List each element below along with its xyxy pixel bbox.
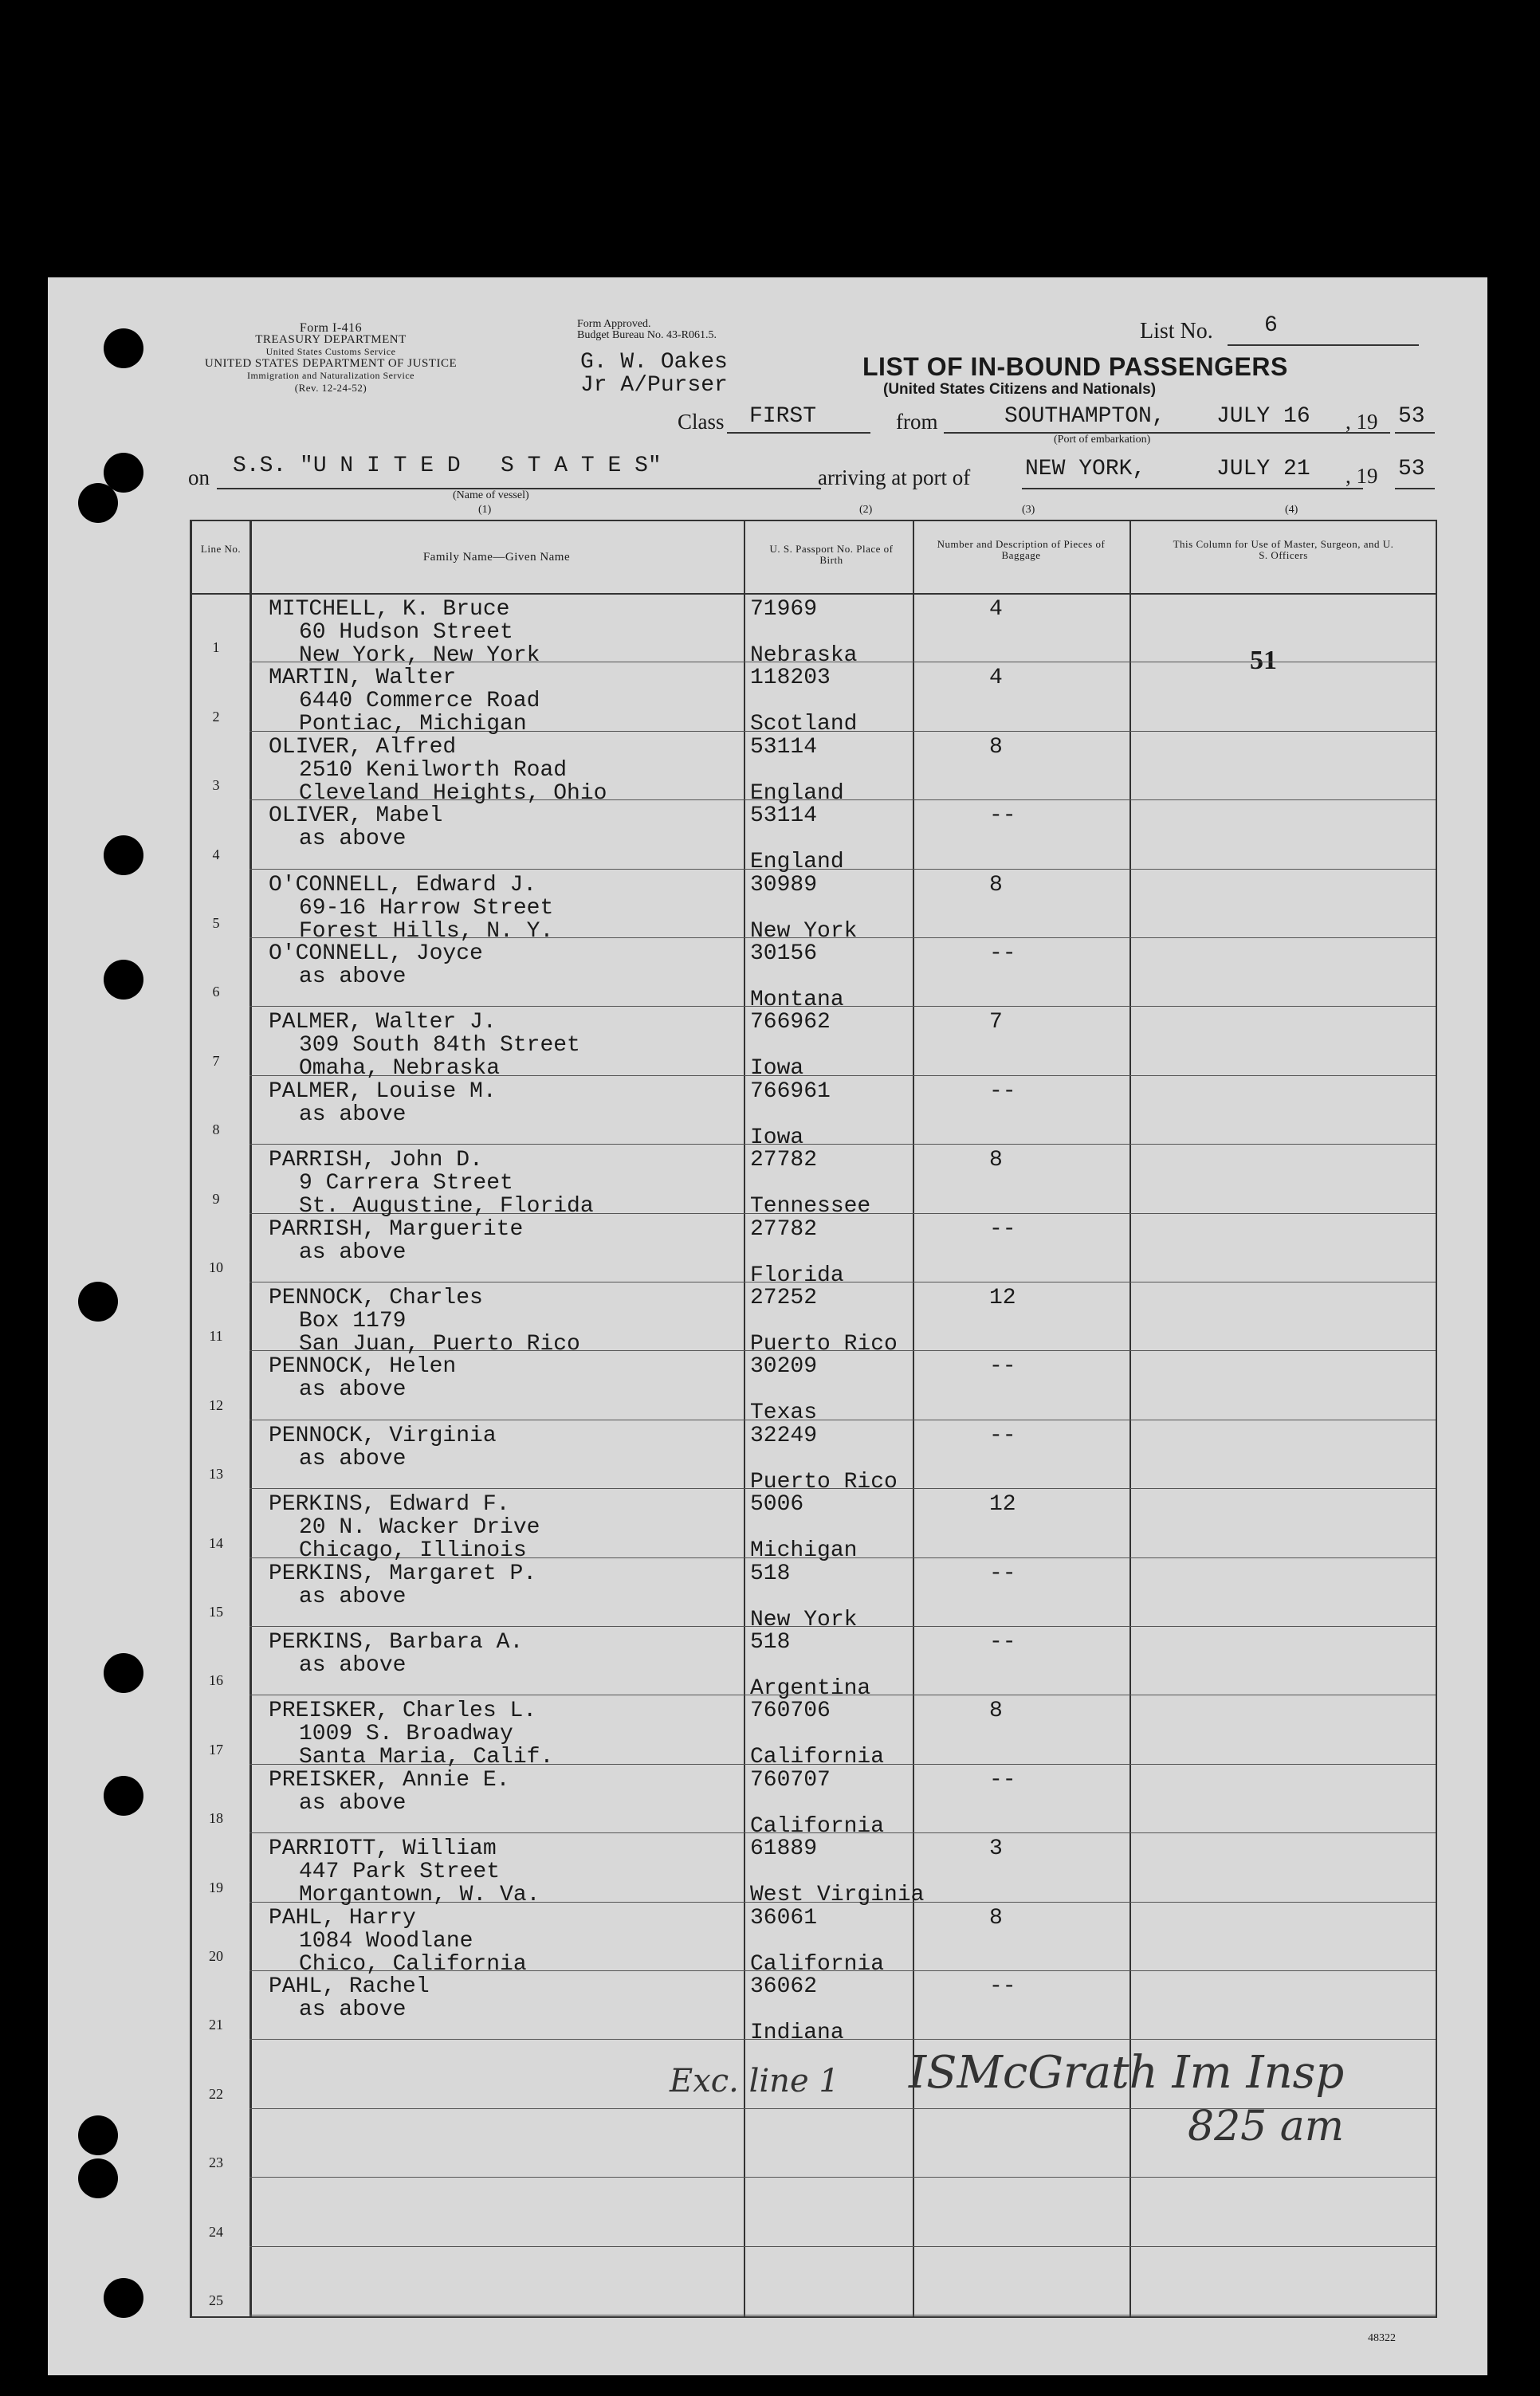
form-agency-block bbox=[195, 322, 466, 394]
line-number: 4 bbox=[212, 846, 220, 862]
footer-code: 48322 bbox=[1368, 2332, 1396, 2344]
place-of-birth: Iowa bbox=[750, 1056, 804, 1082]
punch-hole bbox=[104, 1653, 143, 1693]
passenger-address: as above bbox=[299, 1790, 407, 1816]
customs-service: United States Customs Service bbox=[265, 346, 396, 357]
line-number: 14 bbox=[209, 1534, 223, 1551]
embark-year: 53 bbox=[1398, 404, 1425, 429]
col3-number: (3) bbox=[1022, 504, 1035, 516]
passenger-name: PREISKER, Annie E. bbox=[269, 1767, 510, 1793]
passenger-name: O'CONNELL, Joyce bbox=[269, 941, 483, 966]
on-label: on bbox=[188, 465, 210, 489]
passport-number: 36061 bbox=[750, 1905, 818, 1931]
baggage-count: -- bbox=[989, 1974, 1016, 1999]
baggage-count: 4 bbox=[989, 597, 1003, 622]
passenger-address: Santa Maria, Calif. bbox=[299, 1745, 554, 1770]
passenger-address: St. Augustine, Florida bbox=[299, 1194, 594, 1220]
passenger-address: Omaha, Nebraska bbox=[299, 1056, 501, 1082]
row-divider bbox=[249, 2246, 1436, 2247]
passenger-name: PENNOCK, Helen bbox=[269, 1354, 457, 1380]
place-of-birth: Florida bbox=[750, 1263, 844, 1288]
passport-number: 27252 bbox=[750, 1286, 818, 1310]
passenger-address: Box 1179 bbox=[299, 1309, 407, 1334]
arrival-underline bbox=[1022, 488, 1363, 489]
place-of-birth: Texas bbox=[750, 1400, 818, 1426]
passenger-name: OLIVER, Mabel bbox=[269, 803, 443, 829]
punch-hole bbox=[78, 483, 118, 523]
baggage-count: 12 bbox=[989, 1286, 1016, 1310]
place-of-birth: Iowa bbox=[750, 1125, 804, 1150]
passenger-address: as above bbox=[299, 1239, 407, 1265]
colhead-line-no: Line No. bbox=[200, 543, 242, 555]
passenger-address: Chico, California bbox=[299, 1951, 527, 1977]
place-of-birth: Puerto Rico bbox=[750, 1469, 898, 1495]
baggage-count: -- bbox=[989, 1354, 1016, 1380]
place-of-birth: Tennessee bbox=[750, 1194, 871, 1220]
line-number: 21 bbox=[209, 2017, 223, 2033]
place-of-birth: Puerto Rico bbox=[750, 1332, 898, 1357]
passenger-name: MITCHELL, K. Bruce bbox=[269, 597, 510, 622]
place-of-birth: California bbox=[750, 1951, 885, 1977]
passenger-address: as above bbox=[299, 1102, 407, 1127]
place-of-birth: Montana bbox=[750, 988, 844, 1012]
baggage-count: -- bbox=[989, 1561, 1016, 1586]
arrival-year-underline bbox=[1395, 488, 1435, 489]
baggage-count: 8 bbox=[989, 1148, 1003, 1173]
col1-number: (1) bbox=[478, 504, 492, 516]
line-number: 11 bbox=[209, 1328, 223, 1345]
passport-number: 5006 bbox=[750, 1492, 804, 1518]
arrival-year-prefix: , 19 bbox=[1346, 464, 1378, 488]
line-number: 1 bbox=[212, 639, 220, 656]
passenger-address: 1084 Woodlane bbox=[299, 1928, 473, 1954]
passport-number: 518 bbox=[750, 1561, 791, 1586]
passenger-name: PERKINS, Margaret P. bbox=[269, 1561, 537, 1586]
line-number: 7 bbox=[212, 1052, 220, 1069]
header-divider bbox=[192, 593, 1436, 595]
form-title: LIST OF IN-BOUND PASSENGERS bbox=[862, 352, 1288, 381]
baggage-count: -- bbox=[989, 1216, 1016, 1242]
treasury-dept: TREASURY DEPARTMENT bbox=[255, 333, 407, 346]
baggage-count: 3 bbox=[989, 1836, 1003, 1862]
vessel-caption: (Name of vessel) bbox=[453, 489, 529, 501]
passenger-name: PAHL, Harry bbox=[269, 1905, 416, 1931]
revision: (Rev. 12-24-52) bbox=[294, 382, 367, 394]
baggage-count: -- bbox=[989, 941, 1016, 966]
line-number: 16 bbox=[209, 1672, 223, 1689]
form-approved-block bbox=[577, 319, 717, 341]
passenger-address: Morgantown, W. Va. bbox=[299, 1883, 540, 1908]
passenger-address: Forest Hills, N. Y. bbox=[299, 918, 554, 944]
line-number: 20 bbox=[209, 1948, 223, 1964]
place-of-birth: Indiana bbox=[750, 2021, 844, 2045]
baggage-count: 8 bbox=[989, 872, 1003, 898]
col4-number: (4) bbox=[1285, 504, 1298, 516]
class-value: FIRST bbox=[749, 404, 817, 429]
baggage-count: -- bbox=[989, 1630, 1016, 1655]
colhead-name: Family Name—Given Name bbox=[422, 551, 571, 564]
officer-name: G. W. Oakes bbox=[580, 350, 728, 375]
form-subtitle: (United States Citizens and Nationals) bbox=[883, 381, 1157, 398]
passport-number: 36062 bbox=[750, 1974, 818, 1999]
passenger-name: O'CONNELL, Edward J. bbox=[269, 872, 537, 898]
row-divider bbox=[249, 2108, 1436, 2109]
passenger-address: Chicago, Illinois bbox=[299, 1538, 527, 1564]
handwritten-exc-note: Exc. line 1 bbox=[670, 2063, 839, 2099]
passenger-address: 69-16 Harrow Street bbox=[299, 895, 554, 921]
place-of-birth: England bbox=[750, 850, 844, 875]
inspection-time: 825 am bbox=[1188, 2103, 1345, 2151]
passenger-name: PREISKER, Charles L. bbox=[269, 1699, 537, 1724]
passenger-name: MARTIN, Walter bbox=[269, 666, 457, 691]
passenger-address: as above bbox=[299, 1446, 407, 1471]
punch-hole bbox=[104, 328, 143, 368]
line-number: 19 bbox=[209, 1879, 223, 1895]
justice-dept: UNITED STATES DEPARTMENT OF JUSTICE bbox=[204, 357, 458, 370]
line-number: 2 bbox=[212, 708, 220, 725]
line-number: 22 bbox=[209, 2085, 223, 2102]
passenger-name: PALMER, Walter J. bbox=[269, 1010, 497, 1035]
immigration-service: Immigration and Naturalization Service bbox=[247, 370, 414, 381]
place-of-birth: Michigan bbox=[750, 1538, 858, 1564]
punch-hole bbox=[78, 2115, 118, 2155]
arrival-date: JULY 21 bbox=[1216, 457, 1310, 481]
baggage-count: -- bbox=[989, 1767, 1016, 1793]
place-of-birth: California bbox=[750, 1813, 885, 1839]
embark-date: JULY 16 bbox=[1216, 404, 1310, 429]
passenger-address: as above bbox=[299, 827, 407, 852]
place-of-birth: West Virginia bbox=[750, 1883, 925, 1908]
passenger-table bbox=[190, 520, 1437, 2318]
line-number: 17 bbox=[209, 1741, 223, 1758]
list-no-underline bbox=[1228, 344, 1419, 346]
line-number: 18 bbox=[209, 1810, 223, 1827]
row-divider bbox=[249, 1144, 1436, 1145]
passport-number: 766961 bbox=[750, 1078, 831, 1104]
passenger-name: PARRIOTT, William bbox=[269, 1836, 497, 1862]
passenger-address: Pontiac, Michigan bbox=[299, 712, 527, 737]
officer-count: 51 bbox=[1250, 646, 1277, 675]
inspector-signature: ISMcGrath Im Insp bbox=[909, 2047, 1345, 2099]
passenger-name: PARRISH, Marguerite bbox=[269, 1216, 524, 1242]
passport-number: 27782 bbox=[750, 1216, 818, 1242]
passenger-address: 20 N. Wacker Drive bbox=[299, 1515, 540, 1541]
passenger-address: as above bbox=[299, 1377, 407, 1403]
passenger-name: PARRISH, John D. bbox=[269, 1148, 483, 1173]
passenger-name: PERKINS, Edward F. bbox=[269, 1492, 510, 1518]
line-number: 15 bbox=[209, 1604, 223, 1620]
place-of-birth: Scotland bbox=[750, 712, 858, 737]
line-number: 25 bbox=[209, 2292, 223, 2308]
line-number: 6 bbox=[212, 984, 220, 1000]
passport-number: 53114 bbox=[750, 734, 818, 760]
list-no-value: 6 bbox=[1264, 313, 1278, 338]
passenger-name: PAHL, Rachel bbox=[269, 1974, 430, 1999]
baggage-count: 7 bbox=[989, 1010, 1003, 1035]
punch-hole bbox=[104, 835, 143, 875]
line-number: 3 bbox=[212, 777, 220, 794]
punch-hole bbox=[78, 1282, 118, 1322]
punch-hole bbox=[104, 960, 143, 1000]
passport-number: 118203 bbox=[750, 666, 831, 691]
passenger-address: 6440 Commerce Road bbox=[299, 689, 540, 714]
row-divider bbox=[249, 2177, 1436, 2178]
passenger-address: Cleveland Heights, Ohio bbox=[299, 780, 607, 806]
form-number: Form I-416 bbox=[299, 321, 363, 335]
line-number: 12 bbox=[209, 1396, 223, 1413]
place-of-birth: New York bbox=[750, 1607, 858, 1632]
passenger-name: OLIVER, Alfred bbox=[269, 734, 457, 760]
passenger-address: 447 Park Street bbox=[299, 1860, 501, 1885]
line-number: 10 bbox=[209, 1259, 223, 1275]
budget-bureau: Budget Bureau No. 43-R061.5. bbox=[577, 329, 717, 341]
passport-number: 760706 bbox=[750, 1699, 831, 1724]
officer-title: Jr A/Purser bbox=[580, 373, 728, 398]
passport-number: 518 bbox=[750, 1630, 791, 1655]
passport-number: 766962 bbox=[750, 1010, 831, 1035]
passenger-address: 2510 Kenilworth Road bbox=[299, 757, 568, 783]
passport-number: 27782 bbox=[750, 1148, 818, 1173]
embark-port: SOUTHAMPTON, bbox=[1004, 404, 1165, 429]
baggage-count: -- bbox=[989, 1078, 1016, 1104]
from-label: from bbox=[896, 410, 938, 434]
line-number: 8 bbox=[212, 1121, 220, 1138]
passenger-address: 1009 S. Broadway bbox=[299, 1722, 513, 1747]
colhead-baggage: Number and Description of Pieces of Baggage bbox=[937, 538, 1106, 561]
place-of-birth: England bbox=[750, 780, 844, 806]
line-number: 13 bbox=[209, 1466, 223, 1483]
embark-year-underline bbox=[1395, 432, 1435, 434]
passenger-address: San Juan, Puerto Rico bbox=[299, 1332, 580, 1357]
baggage-count: -- bbox=[989, 803, 1016, 829]
passport-number: 53114 bbox=[750, 803, 818, 829]
baggage-count: 8 bbox=[989, 1699, 1003, 1724]
arrival-year: 53 bbox=[1398, 457, 1425, 481]
arriving-label: arriving at port of bbox=[818, 465, 971, 489]
colhead-officers: This Column for Use of Master, Surgeon, and U. S. Officers bbox=[1173, 538, 1394, 561]
passenger-name: PERKINS, Barbara A. bbox=[269, 1630, 524, 1655]
passenger-address: as above bbox=[299, 1653, 407, 1678]
baggage-count: 4 bbox=[989, 666, 1003, 691]
place-of-birth: New York bbox=[750, 918, 858, 944]
line-number: 23 bbox=[209, 2154, 223, 2171]
passport-number: 71969 bbox=[750, 597, 818, 622]
baggage-count: 8 bbox=[989, 734, 1003, 760]
passport-number: 30989 bbox=[750, 872, 818, 898]
passenger-address: New York, New York bbox=[299, 643, 540, 668]
passport-number: 30156 bbox=[750, 941, 818, 966]
class-label: Class bbox=[678, 410, 725, 434]
list-no-label: List No. bbox=[1140, 319, 1213, 344]
passport-number: 61889 bbox=[750, 1836, 818, 1862]
vessel-name: S.S. "U N I T E D S T A T E S" bbox=[233, 454, 662, 478]
passenger-address: 60 Hudson Street bbox=[299, 620, 513, 645]
col2-number: (2) bbox=[859, 504, 873, 516]
embark-caption: (Port of embarkation) bbox=[1054, 434, 1151, 446]
baggage-count: -- bbox=[989, 1423, 1016, 1448]
baggage-count: 12 bbox=[989, 1492, 1016, 1518]
form-approved: Form Approved. bbox=[577, 318, 651, 330]
line-number: 9 bbox=[212, 1190, 220, 1207]
class-underline bbox=[727, 432, 870, 434]
punch-hole bbox=[78, 2158, 118, 2198]
place-of-birth: California bbox=[750, 1745, 885, 1770]
punch-hole bbox=[104, 2278, 143, 2318]
punch-hole bbox=[104, 1776, 143, 1816]
embark-year-prefix: , 19 bbox=[1346, 410, 1378, 434]
passport-number: 32249 bbox=[750, 1423, 818, 1448]
place-of-birth: Nebraska bbox=[750, 643, 858, 668]
place-of-birth: Argentina bbox=[750, 1676, 871, 1701]
colhead-passport: U. S. Passport No. Place of Birth bbox=[769, 543, 894, 566]
line-number: 24 bbox=[209, 2223, 223, 2240]
passport-number: 30209 bbox=[750, 1354, 818, 1380]
passenger-name: PENNOCK, Charles bbox=[269, 1286, 483, 1310]
passenger-address: 9 Carrera Street bbox=[299, 1171, 513, 1196]
passenger-address: as above bbox=[299, 964, 407, 989]
baggage-count: 8 bbox=[989, 1905, 1003, 1931]
line-number: 5 bbox=[212, 915, 220, 931]
passenger-address: as above bbox=[299, 1584, 407, 1609]
passenger-address: 309 South 84th Street bbox=[299, 1033, 580, 1059]
arrival-port: NEW YORK, bbox=[1025, 457, 1146, 481]
passenger-address: as above bbox=[299, 1997, 407, 2022]
passenger-name: PALMER, Louise M. bbox=[269, 1078, 497, 1104]
embark-underline bbox=[944, 432, 1390, 434]
passenger-name: PENNOCK, Virginia bbox=[269, 1423, 497, 1448]
passport-number: 760707 bbox=[750, 1767, 831, 1793]
